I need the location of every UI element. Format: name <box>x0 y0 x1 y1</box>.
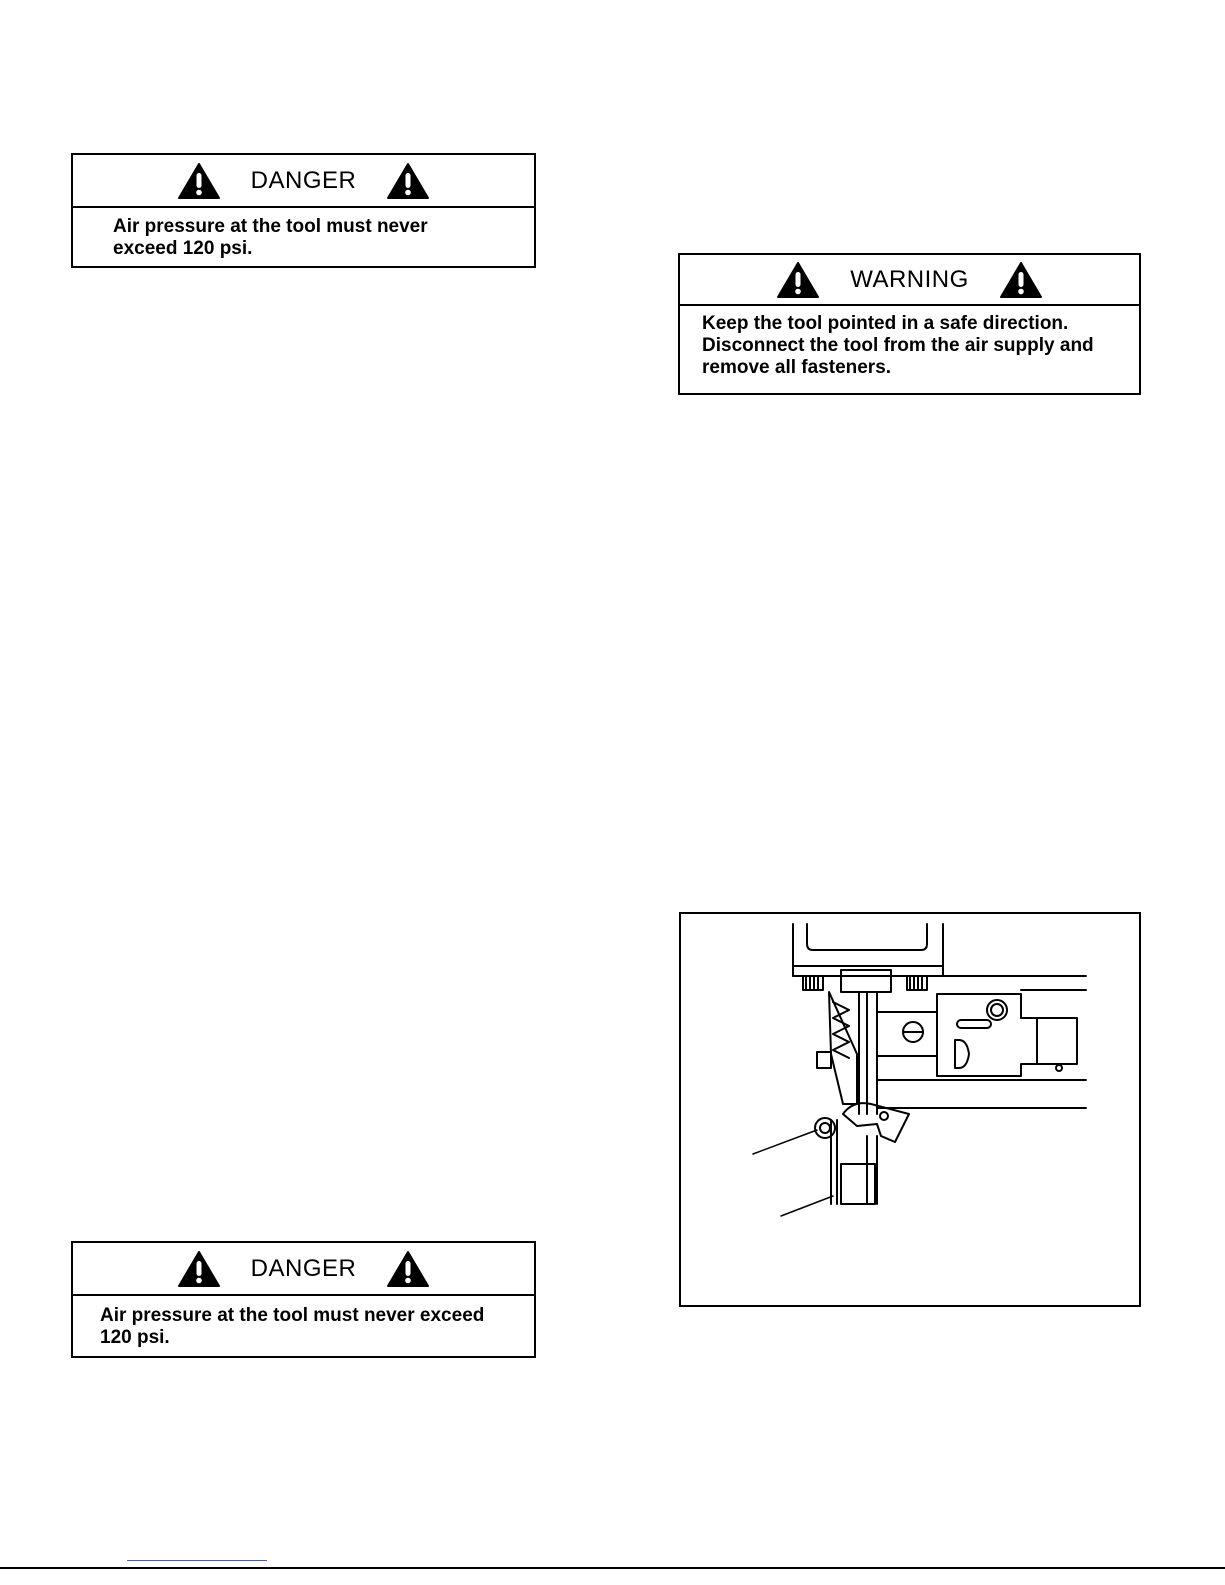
leader-line <box>753 1130 817 1154</box>
danger-notice-header <box>73 1243 534 1296</box>
warning-notice <box>678 253 1141 395</box>
notice-line: exceed 120 psi. <box>113 238 253 259</box>
warning-triangle-icon <box>776 261 820 299</box>
danger-notice-1 <box>71 153 536 268</box>
notice-line: Keep the tool pointed in a safe direction. <box>702 313 1069 334</box>
footer-link-underline <box>127 1560 267 1561</box>
danger-title: DANGER <box>250 1254 357 1282</box>
danger-notice-text <box>73 208 534 260</box>
warning-triangle-icon <box>386 1250 430 1288</box>
nailer-nose-illustration <box>681 914 1139 1305</box>
tool-figure <box>679 912 1141 1307</box>
notice-line: Air pressure at the tool must never exceed <box>100 1305 485 1326</box>
warning-triangle-icon <box>999 261 1043 299</box>
warning-triangle-icon <box>386 162 430 200</box>
notice-line: remove all fasteners. <box>702 357 892 378</box>
notice-line: 120 psi. <box>100 1327 170 1348</box>
danger-notice-header <box>73 155 534 208</box>
warning-triangle-icon <box>177 1250 221 1288</box>
danger-title: DANGER <box>250 166 357 194</box>
footer-rule <box>0 1567 1225 1569</box>
danger-notice-2 <box>71 1241 536 1358</box>
danger-notice-text <box>73 1296 534 1349</box>
notice-line: Disconnect the tool from the air supply and <box>702 335 1094 356</box>
nose-tip <box>841 1164 875 1204</box>
warning-notice-text <box>680 306 1139 379</box>
warning-triangle-icon <box>177 162 221 200</box>
leader-line <box>781 1196 833 1216</box>
notice-line: Air pressure at the tool must never <box>113 216 428 237</box>
tool-housing <box>793 924 943 966</box>
warning-title: WARNING <box>850 265 969 293</box>
warning-notice-header <box>680 255 1139 306</box>
